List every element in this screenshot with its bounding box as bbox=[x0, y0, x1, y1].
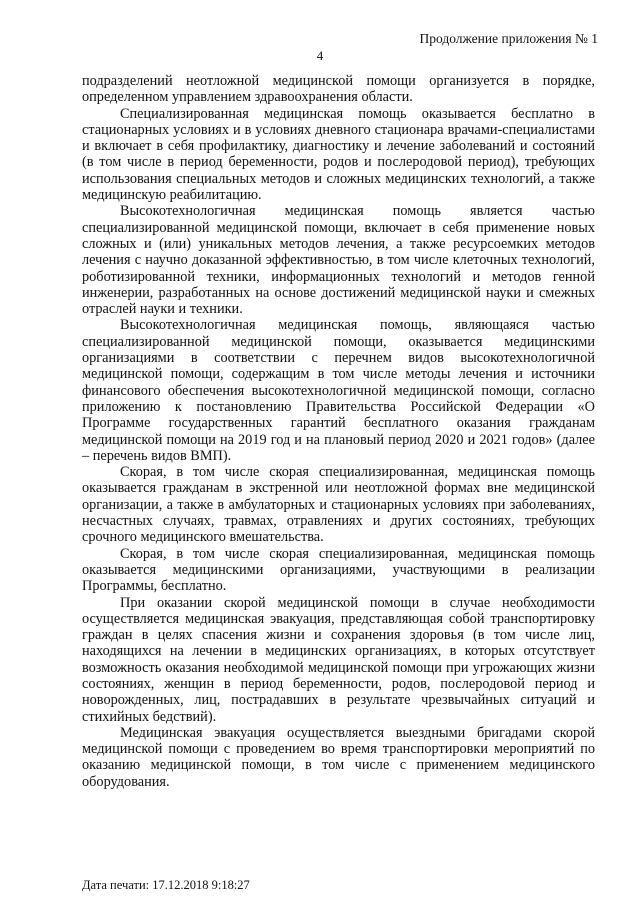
paragraph-7: При оказании скорой медицинской помощи в случае необходимости осуществляется медицинская эвакуация, представляющая собой транспортировку граждан в целях спасения жизни и сохранения здоровья (в том числе лиц, находящихся на лечении в медицинских организациях, в которых отсутствует возможность оказания необходимой медицинской помощи при угрожающих жизни состояниях, женщин в период беременности, родов, послеродовой период и новорожденных, лиц, пострадавших в результате чрезвычайных ситуаций и стихийных бедствий). bbox=[82, 594, 595, 725]
paragraph-6: Скорая, в том числе скорая специализированная, медицинская помощь оказывается медицинскими организациями, участвующими в реализации Программы, бесплатно. bbox=[82, 545, 595, 595]
paragraph-1: подразделений неотложной медицинской помощи организуется в порядке, определенном управлением здравоохранения области. bbox=[82, 73, 595, 106]
paragraph-5: Скорая, в том числе скорая специализированная, медицинская помощь оказывается гражданам в экстренной или неотложной формах вне медицинской организации, а также в амбулаторных и стационарных условиях при заболеваниях, несчастных случаях, травмах, отравлениях и других состояниях, требующих срочного медицинского вмешательства. bbox=[82, 464, 595, 546]
paragraph-3: Высокотехнологичная медицинская помощь является частью специализированной медицинской помощи, включает в себя применение новых сложных и (или) уникальных методов лечения, а также ресурсоемких методов лечения с научно доказанной эффективностью, в том числе клеточных технологий, роботизированной техники, информационных технологий и методов генной инженерии, разработанных на основе достижений медицинской науки и смежных отраслей науки и техники. bbox=[82, 203, 595, 318]
document-body bbox=[82, 73, 595, 790]
appendix-continuation-header: Продолжение приложения № 1 bbox=[419, 31, 598, 46]
page-number: 4 bbox=[316, 48, 324, 63]
paragraph-8: Медицинская эвакуация осуществляется выездными бригадами скорой медицинской помощи с проведением во время транспортировки мероприятий по оказанию медицинской помощи, в том числе с применением медицинского оборудования. bbox=[82, 724, 595, 790]
paragraph-4: Высокотехнологичная медицинская помощь, являющаяся частью специализированной медицинской помощи, оказывается медицинскими организациями в соответствии с перечнем видов высокотехнологичной медицинской помощи, содержащим в том числе методы лечения и источники финансового обеспечения высокотехнологичной медицинской помощи, согласно приложению к постановлению Правительства Российской Федерации «О Программе государственных гарантий бесплатного оказания гражданам медицинской помощи на 2019 год и на плановый период 2020 и 2021 годов» (далее – перечень видов ВМП). bbox=[82, 317, 595, 464]
print-date: Дата печати: 17.12.2018 9:18:27 bbox=[82, 878, 250, 892]
paragraph-2: Специализированная медицинская помощь оказывается бесплатно в стационарных условиях и в условиях дневного стационара врачами-специалистами и включает в себя профилактику, диагностику и лечение заболеваний и состояний (в том числе в период беременности, родов и послеродовой период), требующих использования специальных методов и сложных медицинских технологий, а также медицинскую реабилитацию. bbox=[82, 105, 595, 204]
